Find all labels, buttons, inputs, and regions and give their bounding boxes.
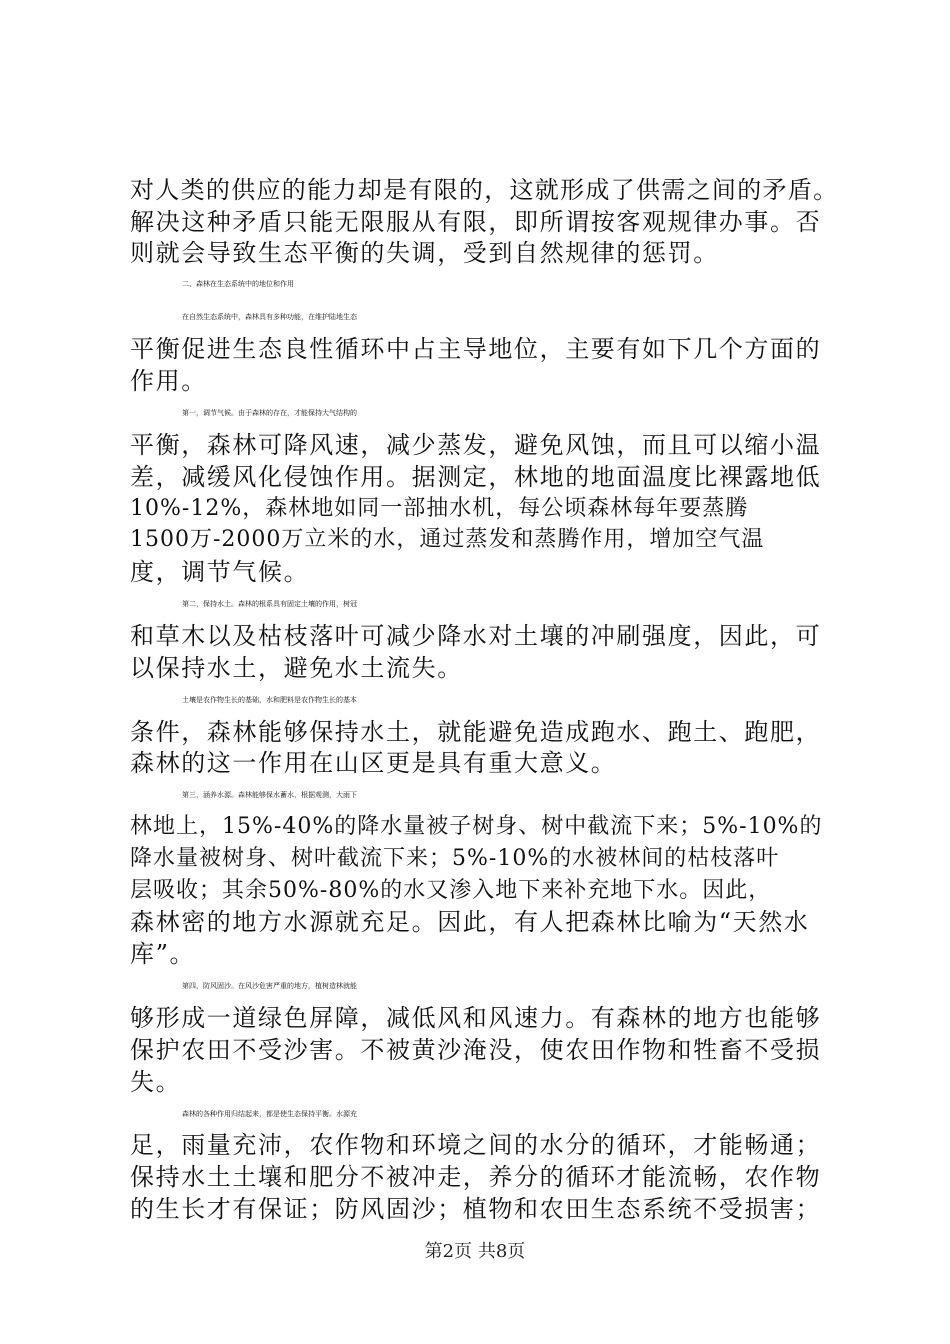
paragraph-line: 作用。 <box>130 367 207 395</box>
paragraph-line: 1500万-2000万立米的水，通过蒸发和蒸腾作用，增加空气温 <box>130 527 765 552</box>
paragraph-line: 在自然生态系统中，森林具有多种功能，在维护陆地生态 <box>182 313 357 321</box>
paragraph-line: 对人类的供应的能力却是有限的，这就形成了供需之间的矛盾。 <box>130 176 839 204</box>
paragraph-line: 层吸收；其余50%-80%的水又渗入地下来补充地下水。因此， <box>130 878 772 903</box>
paragraph-line: 第二，保持水土。森林的根系具有固定土壤的作用，树冠 <box>182 600 357 608</box>
paragraph-line: 林地上，15%-40%的降水量被子树身、树中截流下来；5%-10%的 <box>130 814 823 839</box>
paragraph-line: 保护农田不受沙害。不被黄沙淹没，使农田作物和牲畜不受损 <box>130 1036 822 1064</box>
paragraph-line: 平衡，森林可降风速，减少蒸发，避免风蚀，而且可以缩小温 <box>130 431 822 459</box>
paragraph-line: 第一，调节气候。由于森林的存在，才能保持大气结构的 <box>182 409 357 417</box>
paragraph-line: 则就会导致生态平衡的失调，受到自然规律的惩罚。 <box>130 239 719 267</box>
paragraph-line: 降水量被树身、树叶截流下来；5%-10%的水被林间的枯枝落叶 <box>130 846 780 871</box>
paragraph-line: 森林的这一作用在山区更是具有重大意义。 <box>130 749 617 777</box>
paragraph-line: 第四，防风固沙。在风沙危害严重的地方，植树造林就能 <box>182 982 357 990</box>
paragraph-line: 的生长才有保证；防风固沙；植物和农田生态系统不受损害； <box>130 1195 822 1223</box>
paragraph-line: 足，雨量充沛，农作物和环境之间的水分的循环，才能畅通； <box>130 1131 822 1159</box>
page-footer: 第2页 共8页 <box>424 1241 526 1262</box>
paragraph-line: 够形成一道绿色屏障，减低风和风速力。有森林的地方也能够 <box>130 1004 822 1032</box>
paragraph-line: 以保持水土，避免水土流失。 <box>130 654 463 682</box>
paragraph-line: 保持水土土壤和肥分不被冲走，养分的循环才能流畅，农作物 <box>130 1163 822 1191</box>
paragraph-line: 土壤是农作物生长的基础，水和肥料是农作物生长的基本 <box>182 696 357 704</box>
paragraph-line: 平衡促进生态良性循环中占主导地位，主要有如下几个方面的 <box>130 335 822 363</box>
paragraph-line: 差，减缓风化侵蚀作用。据测定，林地的地面温度比裸露地低 <box>130 463 822 491</box>
paragraph-line: 失。 <box>130 1068 182 1096</box>
paragraph-line: 解决这种矛盾只能无限服从有限，即所谓按客观规律办事。否 <box>130 208 822 236</box>
section-heading: 二、森林在生态系统中的地位和作用 <box>182 280 294 288</box>
paragraph-line: 和草木以及枯枝落叶可减少降水对土壤的冲刷强度，因此，可 <box>130 622 822 650</box>
paragraph-line: 度，调节气候。 <box>130 558 310 586</box>
paragraph-line: 第三，涵养水源。森林能够保水蓄水，根据观测，大雨下 <box>182 791 357 799</box>
paragraph-line: 条件，森林能够保持水土，就能避免造成跑水、跑土、跑肥， <box>130 718 822 746</box>
paragraph-line: 森林的各种作用归结起来，都是使生态保持平衡。水源充 <box>182 1110 357 1118</box>
paragraph-line: 库”。 <box>130 940 196 968</box>
paragraph-line: 10%-12%，森林地如同一部抽水机，每公顷森林每年要蒸腾 <box>130 496 749 521</box>
paragraph-line: 森林密的地方水源就充足。因此，有人把森林比喻为“天然水 <box>130 908 810 936</box>
